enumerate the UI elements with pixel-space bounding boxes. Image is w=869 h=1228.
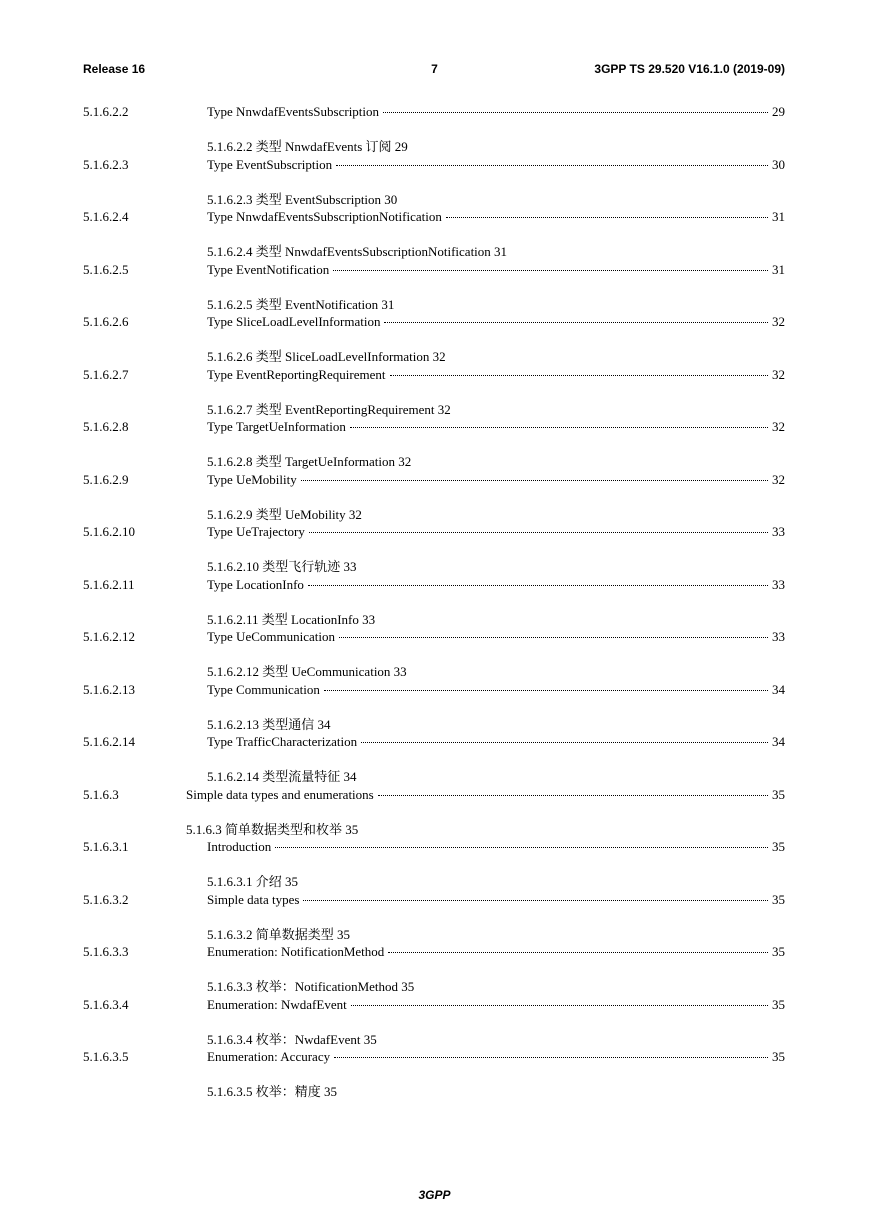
toc-entry-number: 5.1.6.2.9 [83, 471, 129, 487]
dot-leader [361, 742, 768, 743]
toc-entry-translation: 5.1.6.2.3 类型 EventSubscription 30 [207, 191, 398, 207]
toc-entry-line[interactable] [207, 262, 785, 278]
toc-entry-number: 5.1.6.2.6 [83, 314, 129, 329]
toc-entry-title[interactable]: Type UeTrajectory [207, 524, 305, 539]
toc-entry-number: 5.1.6.3.4 [83, 996, 129, 1012]
toc-entry-translation: 5.1.6.2.13 类型通信 34 [207, 716, 331, 732]
toc-entry[interactable] [0, 629, 869, 679]
toc-entry-number: 5.1.6.2.5 [83, 261, 129, 277]
toc-entry-page[interactable]: 35 [772, 1049, 785, 1064]
toc-entry-number: 5.1.6.2.7 [83, 366, 129, 382]
toc-entry-number: 5.1.6.2.2 [83, 104, 129, 119]
toc-entry-translation: 5.1.6.3.5 枚举：精度 35 [207, 1084, 338, 1099]
toc-entry-page[interactable]: 34 [772, 681, 785, 697]
toc-entry-translation: 5.1.6.3.4 枚举：NwdafEvent 35 [207, 1031, 377, 1047]
toc-entry-number: 5.1.6.2.10 [83, 524, 135, 539]
toc-entry-translation: 5.1.6.3.2 简单数据类型 35 [207, 926, 351, 942]
toc-entry-translation: 5.1.6.3.3 枚举：NotificationMethod 35 [207, 979, 415, 994]
toc-entry-number: 5.1.6.3.1 [83, 839, 129, 854]
toc-entry-title[interactable]: Simple data types [207, 891, 300, 907]
toc-entry-line[interactable] [207, 944, 785, 960]
toc-entry-number: 5.1.6.2.13 [83, 681, 135, 697]
toc-entry-translation: 5.1.6.3.1 介绍 35 [207, 874, 299, 889]
toc-entry-page[interactable]: 33 [772, 576, 785, 592]
toc-entry-page[interactable]: 30 [772, 156, 785, 172]
footer-3gpp: 3GPP [418, 1188, 451, 1202]
toc-entry-translation: 5.1.6.2.2 类型 NnwdafEvents 订阅 29 [207, 139, 408, 154]
toc-entry[interactable] [0, 839, 869, 889]
toc-entry-page[interactable]: 35 [772, 891, 785, 907]
toc-entry-title[interactable]: Type TrafficCharacterization [207, 734, 358, 749]
toc-entry-page[interactable]: 35 [772, 996, 785, 1012]
toc-entry[interactable] [0, 996, 869, 1047]
toc-entry-number: 5.1.6.3 [83, 786, 119, 802]
toc-entry-line[interactable] [207, 1049, 785, 1065]
toc-entry-line[interactable] [207, 419, 785, 435]
toc-entry[interactable] [0, 681, 869, 732]
toc-entry-translation: 5.1.6.2.8 类型 TargetUeInformation 32 [207, 454, 412, 469]
toc-entry-page[interactable]: 32 [772, 419, 785, 434]
dot-leader [324, 690, 768, 691]
toc-entry-title[interactable]: Enumeration: NotificationMethod [207, 944, 385, 959]
toc-entry-translation: 5.1.6.2.6 类型 SliceLoadLevelInformation 32 [207, 349, 446, 364]
toc-entry-number: 5.1.6.2.11 [83, 576, 135, 592]
dot-leader [301, 480, 768, 481]
dot-leader [383, 112, 768, 113]
toc-entry-page[interactable]: 31 [772, 209, 785, 224]
dot-leader [446, 217, 768, 218]
toc-entry[interactable] [0, 209, 869, 259]
toc-entry-line[interactable] [207, 157, 785, 173]
toc-entry-translation: 5.1.6.2.7 类型 EventReportingRequirement 32 [207, 401, 451, 417]
toc-entry-page[interactable]: 35 [772, 839, 785, 854]
toc-entry-line[interactable] [207, 314, 785, 330]
toc-entry-title[interactable]: Introduction [207, 839, 272, 854]
toc-entry-line[interactable] [207, 892, 785, 908]
toc-entry-title[interactable]: Type EventNotification [207, 261, 330, 277]
toc-entry-number: 5.1.6.3.2 [83, 891, 129, 907]
toc-entry-page[interactable]: 33 [772, 524, 785, 539]
toc-entry-number: 5.1.6.2.12 [83, 629, 135, 644]
toc-entry-title[interactable]: Simple data types and enumerations [186, 786, 374, 802]
toc-entry[interactable] [0, 524, 869, 574]
dot-leader [336, 165, 768, 166]
toc-entry[interactable] [0, 314, 869, 364]
toc-entry[interactable] [0, 419, 869, 469]
toc-entry[interactable] [0, 891, 869, 942]
toc-entry-line[interactable] [207, 524, 785, 540]
toc-entry[interactable] [0, 576, 869, 627]
toc-entry-page[interactable]: 34 [772, 734, 785, 749]
toc-entry-title[interactable]: Type EventReportingRequirement [207, 366, 386, 382]
toc-entry-line[interactable] [207, 734, 785, 750]
toc-entry-page[interactable]: 32 [772, 366, 785, 382]
toc-entry-line[interactable] [186, 787, 785, 803]
toc-entry-translation: 5.1.6.2.10 类型飞行轨迹 33 [207, 559, 357, 574]
toc-entry-title[interactable]: Type Communication [207, 681, 320, 697]
toc-entry-translation: 5.1.6.2.11 类型 LocationInfo 33 [207, 611, 376, 627]
dot-leader [390, 375, 768, 376]
toc-entry-translation: 5.1.6.2.14 类型流量特征 34 [207, 769, 357, 784]
toc-entry-line[interactable] [207, 209, 785, 225]
toc-entry[interactable] [0, 366, 869, 417]
dot-leader [384, 322, 768, 323]
toc-entry-translation: 5.1.6.2.12 类型 UeCommunication 33 [207, 664, 407, 679]
toc-entry-line[interactable] [207, 682, 785, 698]
toc-entry-title[interactable]: Type TargetUeInformation [207, 419, 346, 434]
toc-entry-number: 5.1.6.2.4 [83, 209, 129, 224]
toc-entry-page[interactable]: 35 [772, 786, 785, 802]
header-release: Release 16 [83, 62, 146, 76]
toc-entry-line[interactable] [207, 367, 785, 383]
toc-entry-translation: 5.1.6.2.5 类型 EventNotification 31 [207, 296, 395, 312]
dot-leader [308, 585, 768, 586]
toc-entry-line[interactable] [207, 839, 785, 855]
toc-entry-line[interactable] [207, 472, 785, 488]
toc-entry-title[interactable]: Type SliceLoadLevelInformation [207, 314, 381, 329]
toc-entry-title[interactable]: Type UeCommunication [207, 629, 335, 644]
toc-entry[interactable] [0, 104, 869, 154]
toc-entry-number: 5.1.6.2.14 [83, 734, 135, 749]
toc-entry-page[interactable]: 35 [772, 944, 785, 959]
toc-entry-line[interactable] [207, 997, 785, 1013]
toc-entry-title[interactable]: Type LocationInfo [207, 576, 304, 592]
toc-entry-page[interactable]: 33 [772, 629, 785, 644]
dot-leader [339, 637, 768, 638]
toc-entry[interactable] [0, 261, 869, 312]
toc-entry-number: 5.1.6.3.5 [83, 1049, 129, 1064]
dot-leader [378, 795, 768, 796]
toc-entry-page[interactable]: 29 [772, 104, 785, 119]
toc-entry-title[interactable]: Type EventSubscription [207, 156, 333, 172]
toc-entry[interactable] [0, 734, 869, 784]
toc-entry[interactable] [0, 156, 869, 207]
toc-entry-line[interactable] [207, 629, 785, 645]
toc-entry-title[interactable]: Enumeration: NwdafEvent [207, 996, 347, 1012]
header-page-number: 7 [431, 62, 438, 76]
dot-leader [350, 427, 768, 428]
toc-entry-number: 5.1.6.2.3 [83, 156, 129, 172]
toc-entry[interactable] [0, 471, 869, 522]
dot-leader [275, 847, 768, 848]
toc-entry-line[interactable] [207, 577, 785, 593]
dot-leader [351, 1005, 768, 1006]
toc-entry-page[interactable]: 31 [772, 261, 785, 277]
dot-leader [303, 900, 768, 901]
dot-leader [334, 1057, 768, 1058]
toc-entry-translation: 5.1.6.3 简单数据类型和枚举 35 [186, 821, 359, 837]
dot-leader [309, 532, 768, 533]
toc-entry-page[interactable]: 32 [772, 314, 785, 329]
toc-entry-page[interactable]: 32 [772, 471, 785, 487]
toc-entry[interactable] [0, 1049, 869, 1099]
toc-entry-number: 5.1.6.2.8 [83, 419, 129, 434]
toc-entry-title[interactable]: Type NnwdafEventsSubscriptionNotification [207, 209, 442, 224]
toc-entry-line[interactable] [207, 104, 785, 120]
toc-entry-translation: 5.1.6.2.4 类型 NnwdafEventsSubscriptionNotification 31 [207, 244, 508, 259]
toc-entry[interactable] [0, 944, 869, 994]
toc-entry-translation: 5.1.6.2.9 类型 UeMobility 32 [207, 506, 362, 522]
header-spec-id: 3GPP TS 29.520 V16.1.0 (2019-09) [594, 62, 785, 76]
toc-entry-title[interactable]: Type UeMobility [207, 471, 297, 487]
toc-entry-title[interactable]: Enumeration: Accuracy [207, 1049, 331, 1064]
toc-entry-title[interactable]: Type NnwdafEventsSubscription [207, 104, 380, 119]
toc-entry[interactable] [0, 786, 869, 837]
dot-leader [333, 270, 768, 271]
toc-entry-number: 5.1.6.3.3 [83, 944, 129, 959]
dot-leader [388, 952, 768, 953]
